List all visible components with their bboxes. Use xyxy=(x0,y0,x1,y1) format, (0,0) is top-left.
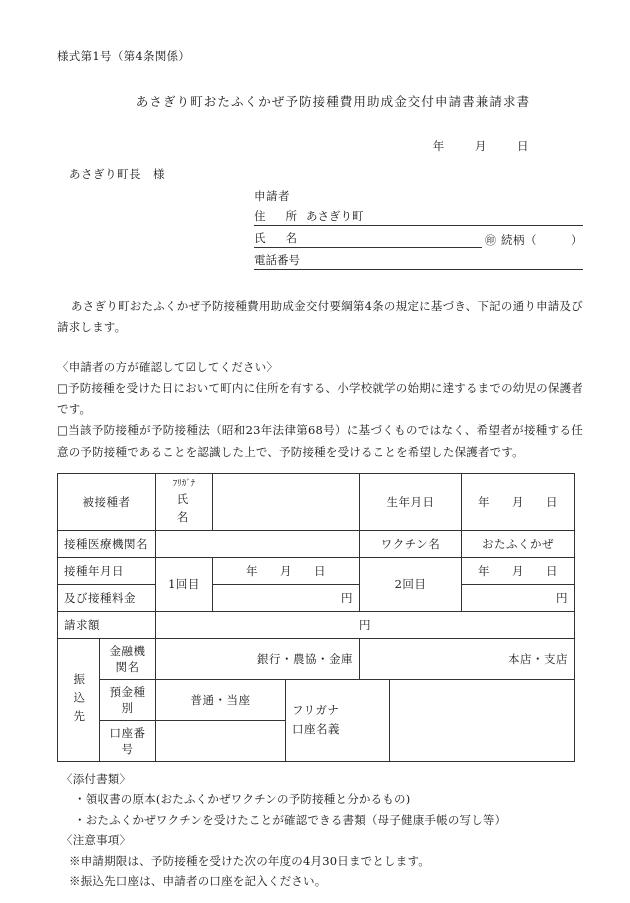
address-label: 住 所 xyxy=(254,208,300,226)
table-row-vaccination-date xyxy=(58,557,575,584)
recipient-furigana-label xyxy=(156,473,213,530)
account-holder-input[interactable] xyxy=(390,679,575,761)
account-type-input[interactable] xyxy=(156,679,286,720)
applicant-block xyxy=(57,188,583,270)
confirm-instruction-pre: 〈申請者の方が確認して xyxy=(57,359,186,374)
attachments-heading: 〈添付書類〉 xyxy=(61,771,132,786)
recipient-label: 被接種者 xyxy=(58,473,156,530)
dose2-fee-input[interactable] xyxy=(462,584,575,611)
application-table xyxy=(57,473,575,762)
account-number-input[interactable] xyxy=(156,720,286,761)
account-number-label: 口座番号 xyxy=(100,720,156,761)
relation-field[interactable] xyxy=(501,232,583,248)
transfer-label xyxy=(58,638,100,761)
holder-furigana-label: フリガナ xyxy=(292,702,340,717)
dose1-fee-input[interactable] xyxy=(213,584,360,611)
vaccination-date-label: 接種年月日 xyxy=(58,557,156,584)
account-type-label: 預金種別 xyxy=(100,679,156,720)
dose2-yen-unit: 円 xyxy=(556,590,568,605)
furigana-label-text: ﾌﾘｶﾞﾅ xyxy=(172,478,196,489)
name-label: 氏 名 xyxy=(254,230,300,248)
addressee xyxy=(69,166,583,182)
account-types-text: 普通・当座 xyxy=(190,692,251,707)
footer-notes xyxy=(57,769,583,892)
attachment-item: ・領収書の原本(おたふくかぜワクチンの予防接種と分かるもの) xyxy=(74,792,411,807)
birthdate-label: 生年月日 xyxy=(360,473,462,530)
checklist-item-1-label: 予防接種を受けた日において町内に住所を有する、小学校就学の始期に達するまでの幼児の保護者です。 xyxy=(57,380,583,417)
dose2-date-input[interactable]: 年 月 日 xyxy=(462,557,575,584)
cautions-heading: 〈注意事項〉 xyxy=(61,833,132,848)
institution-label: 接種医療機関名 xyxy=(58,530,156,557)
name-label-text: 氏 名 xyxy=(176,492,212,524)
vaccination-fee-label: 及び接種料金 xyxy=(58,584,156,611)
addressee-name: あさぎり町長 xyxy=(69,167,141,181)
seal-icon: ㊞ xyxy=(485,234,496,247)
page-title: あさぎり町おたふくかぜ予防接種費用助成金交付申請書兼請求書 xyxy=(135,94,531,109)
table-row-claim-amount xyxy=(58,611,575,638)
bank-name-label: 金融機関名 xyxy=(100,638,156,679)
account-holder-label xyxy=(286,679,390,761)
table-row-recipient xyxy=(58,473,575,530)
confirm-instruction-post: してください〉 xyxy=(196,359,279,374)
claim-amount-input[interactable] xyxy=(156,611,575,638)
table-row-bank-name xyxy=(58,638,575,679)
applicant-address-row xyxy=(254,208,583,226)
bank-name-input[interactable] xyxy=(156,638,360,679)
caution-item: ※申請期限は、予防接種を受けた次の年度の4月30日までとします。 xyxy=(69,853,430,868)
name-input[interactable] xyxy=(300,233,482,248)
relation-open: 続柄（ xyxy=(501,233,537,247)
body-paragraph xyxy=(57,296,583,339)
holder-name-label: 口座名義 xyxy=(292,722,340,737)
claim-yen-unit: 円 xyxy=(359,617,371,632)
vaccine-name-label: ワクチン名 xyxy=(360,530,462,557)
attachment-item: ・おたふくかぜワクチンを受けたことが確認できる書類（母子健康手帳の写し等） xyxy=(74,812,507,827)
birthdate-input[interactable]: 年 月 日 xyxy=(462,473,575,530)
transfer-label-text: 振込先 xyxy=(72,673,87,729)
checkbox-icon[interactable]: □ xyxy=(57,423,69,438)
checkbox-checked-icon: ☑ xyxy=(185,359,197,374)
checklist-item-2-label: 当該予防接種が予防接種法（昭和23年法律第68号）に基づくものではなく、希望者が接種する任意の予防接種であることを認識した上で、予防接種を受けることを希望した保護者です。 xyxy=(57,423,583,459)
applicant-name-row xyxy=(254,230,583,248)
branch-name-input[interactable] xyxy=(360,638,575,679)
addressee-honorific: 様 xyxy=(153,167,165,181)
date-month-label: 月 xyxy=(474,139,487,153)
address-input[interactable] xyxy=(364,211,584,226)
dose2-label: 2回目 xyxy=(360,557,462,611)
table-row-account-type xyxy=(58,679,575,720)
body-paragraph-text: あさぎり町おたふくかぜ予防接種費用助成金交付要綱第4条の規定に基づき、下記の通り申請及び請求します。 xyxy=(57,299,583,335)
checklist-item-1[interactable] xyxy=(57,378,583,421)
table-row-vaccination-fee xyxy=(58,584,575,611)
caution-item: ※振込先口座は、申請者の口座を記入ください。 xyxy=(69,874,327,889)
branch-types-text: 本店・支店 xyxy=(508,651,568,666)
dose1-label: 1回目 xyxy=(156,557,213,611)
phone-label: 電話番号 xyxy=(254,252,300,270)
date-line xyxy=(57,138,583,154)
applicant-heading: 申請者 xyxy=(254,189,290,203)
phone-input[interactable] xyxy=(300,255,583,270)
form-number: 様式第1号（第4条関係） xyxy=(57,49,191,63)
vaccine-name-value: おたふくかぜ xyxy=(462,530,575,557)
claim-amount-label: 請求額 xyxy=(58,611,156,638)
bank-types-text: 銀行・農協・金庫 xyxy=(257,651,353,666)
address-value: あさぎり町 xyxy=(300,208,364,226)
date-year-label: 年 xyxy=(432,139,445,153)
dose1-yen-unit: 円 xyxy=(341,590,353,605)
dose1-date-input[interactable]: 年 月 日 xyxy=(213,557,360,584)
table-row-institution xyxy=(58,530,575,557)
recipient-name-input[interactable] xyxy=(213,473,360,530)
date-day-label: 日 xyxy=(517,139,529,153)
applicant-phone-row xyxy=(254,252,583,270)
checklist-item-2[interactable] xyxy=(57,420,583,463)
institution-input[interactable] xyxy=(156,530,360,557)
relation-close: ） xyxy=(571,233,583,247)
checkbox-icon[interactable]: □ xyxy=(57,380,69,395)
confirm-instruction xyxy=(57,357,583,378)
